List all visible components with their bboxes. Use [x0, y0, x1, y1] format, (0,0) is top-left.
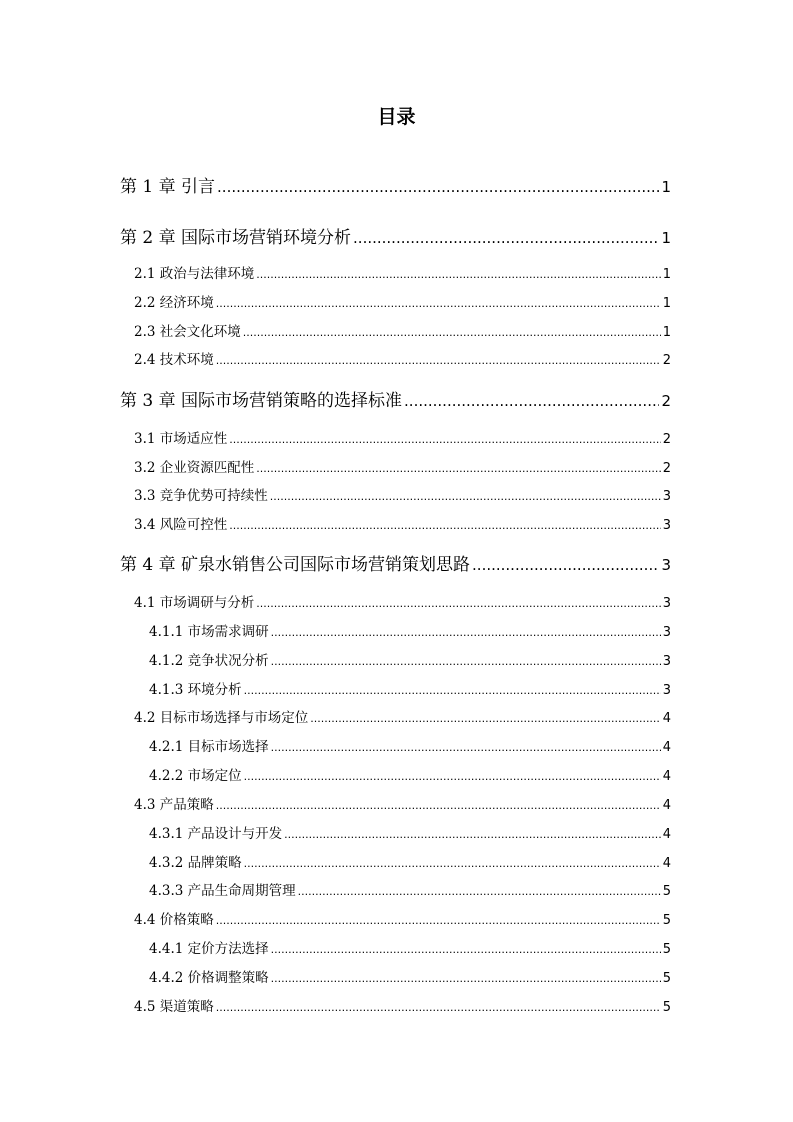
- dot-leader: [229, 433, 660, 446]
- toc-page-number: 3: [662, 683, 671, 698]
- toc-entry-label: 4.3.2 品牌策略: [149, 855, 242, 871]
- toc-page-number: 4: [662, 856, 671, 871]
- toc-entry-4-3[interactable]: [134, 793, 671, 812]
- dot-leader: [284, 828, 661, 841]
- toc-entry-3-4[interactable]: [134, 513, 671, 532]
- toc-entry-label: 4.3.1 产品设计与开发: [149, 826, 283, 842]
- dot-leader: [256, 268, 660, 281]
- toc-page-number: 1: [662, 296, 671, 311]
- toc-page-number: 2: [662, 432, 671, 447]
- toc-page-number: 1: [662, 267, 671, 282]
- toc-entry-chapter-1[interactable]: [120, 172, 671, 197]
- toc-page-number: 4: [662, 740, 671, 755]
- dot-leader: [243, 326, 661, 339]
- dot-leader: [271, 626, 661, 639]
- toc-page-number: 3: [662, 596, 671, 611]
- toc-entry-chapter-4[interactable]: [120, 550, 671, 575]
- dot-leader: [216, 354, 661, 367]
- toc-entry-label: 3.2 企业资源匹配性: [134, 460, 255, 476]
- toc-page-number: 1: [661, 178, 671, 196]
- dot-leader: [256, 597, 660, 610]
- dot-leader: [256, 462, 660, 475]
- dot-leader: [472, 556, 659, 574]
- toc-entry-4-2-1[interactable]: [149, 735, 671, 754]
- dot-leader: [353, 229, 659, 247]
- dot-leader: [216, 297, 661, 310]
- dot-leader: [271, 741, 661, 754]
- toc-entry-chapter-3[interactable]: [120, 386, 671, 411]
- toc-entry-label: 3.3 竞争优势可持续性: [134, 488, 268, 504]
- dot-leader: [217, 178, 659, 196]
- toc-entry-label: 2.4 技术环境: [134, 352, 214, 368]
- toc-entry-4-4-2[interactable]: [149, 966, 671, 985]
- toc-entry-4-1[interactable]: [134, 591, 671, 610]
- toc-entry-label: 第 2 章 国际市场营销环境分析: [120, 228, 352, 248]
- toc-entry-4-5[interactable]: [134, 995, 671, 1014]
- toc-entry-label: 第 3 章 国际市场营销策略的选择标准: [120, 391, 403, 411]
- toc-entry-2-4[interactable]: [134, 348, 671, 367]
- toc-entry-label: 4.1 市场调研与分析: [134, 595, 255, 611]
- toc-page-number: 2: [662, 461, 671, 476]
- toc-entry-4-3-1[interactable]: [149, 822, 671, 841]
- toc-page-number: 5: [662, 1000, 671, 1015]
- dot-leader: [271, 943, 661, 956]
- toc-entry-label: 4.4.2 价格调整策略: [149, 970, 269, 986]
- toc-page-number: 1: [661, 229, 671, 247]
- toc-page-number: 4: [662, 827, 671, 842]
- toc-entry-label: 2.1 政治与法律环境: [134, 266, 255, 282]
- toc-entry-label: 2.3 社会文化环境: [134, 324, 241, 340]
- toc-page-number: 2: [662, 353, 671, 368]
- toc-entry-label: 4.5 渠道策略: [134, 999, 214, 1015]
- toc-entry-label: 4.3.3 产品生命周期管理: [149, 883, 296, 899]
- toc-entry-label: 4.2.1 目标市场选择: [149, 739, 269, 755]
- toc-entry-4-4-1[interactable]: [149, 937, 671, 956]
- toc-page-number: 3: [662, 518, 671, 533]
- dot-leader: [270, 490, 661, 503]
- toc-entry-4-2-2[interactable]: [149, 764, 671, 783]
- toc-page-number: 5: [662, 884, 671, 899]
- toc-page-number: 5: [662, 942, 671, 957]
- toc-entry-2-2[interactable]: [134, 291, 671, 310]
- toc-page-number: 5: [662, 913, 671, 928]
- dot-leader: [244, 857, 661, 870]
- toc-page-number: 4: [662, 711, 671, 726]
- toc-page-number: 3: [662, 625, 671, 640]
- dot-leader: [298, 885, 661, 898]
- toc-entry-chapter-2[interactable]: [120, 223, 671, 248]
- toc-entry-label: 4.4 价格策略: [134, 912, 214, 928]
- toc-entry-label: 2.2 经济环境: [134, 295, 214, 311]
- dot-leader: [310, 712, 660, 725]
- toc-entry-2-3[interactable]: [134, 320, 671, 339]
- toc-title: 目录: [377, 106, 416, 128]
- toc-entry-label: 4.2 目标市场选择与市场定位: [134, 710, 309, 726]
- toc-entry-3-2[interactable]: [134, 456, 671, 475]
- toc-entry-4-1-3[interactable]: [149, 678, 671, 697]
- toc-entry-label: 4.4.1 定价方法选择: [149, 941, 269, 957]
- dot-leader: [271, 655, 661, 668]
- toc-entry-label: 4.1.1 市场需求调研: [149, 624, 269, 640]
- toc-entry-label: 4.1.2 竞争状况分析: [149, 653, 269, 669]
- dot-leader: [216, 1001, 661, 1014]
- toc-page-number: 3: [661, 556, 671, 574]
- toc-page-number: 1: [662, 325, 671, 340]
- dot-leader: [244, 684, 661, 697]
- dot-leader: [404, 392, 659, 410]
- toc-entry-label: 4.3 产品策略: [134, 797, 214, 813]
- toc-entry-4-1-1[interactable]: [149, 620, 671, 639]
- toc-entry-label: 4.1.3 环境分析: [149, 682, 242, 698]
- dot-leader: [244, 770, 661, 783]
- toc-page-number: 3: [662, 489, 671, 504]
- toc-entry-3-1[interactable]: [134, 427, 671, 446]
- toc-page-number: 4: [662, 798, 671, 813]
- toc-page-number: 2: [661, 392, 671, 410]
- toc-entry-2-1[interactable]: [134, 262, 671, 281]
- toc-entry-4-2[interactable]: [134, 706, 671, 725]
- dot-leader: [229, 519, 660, 532]
- toc-entry-label: 4.2.2 市场定位: [149, 768, 242, 784]
- toc-page-number: 3: [662, 654, 671, 669]
- toc-entry-label: 第 1 章 引言: [120, 177, 216, 197]
- toc-entry-4-3-3[interactable]: [149, 879, 671, 898]
- dot-leader: [216, 914, 661, 927]
- toc-page-number: 4: [662, 769, 671, 784]
- toc-entry-4-1-2[interactable]: [149, 649, 671, 668]
- toc-entry-4-4[interactable]: [134, 908, 671, 927]
- toc-entry-3-3[interactable]: [134, 484, 671, 503]
- toc-entry-label: 3.4 风险可控性: [134, 517, 228, 533]
- toc-entry-label: 第 4 章 矿泉水销售公司国际市场营销策划思路: [120, 555, 471, 575]
- dot-leader: [271, 972, 661, 985]
- toc-entry-label: 3.1 市场适应性: [134, 431, 228, 447]
- toc-entry-4-3-2[interactable]: [149, 851, 671, 870]
- dot-leader: [216, 799, 661, 812]
- toc-page-number: 5: [662, 971, 671, 986]
